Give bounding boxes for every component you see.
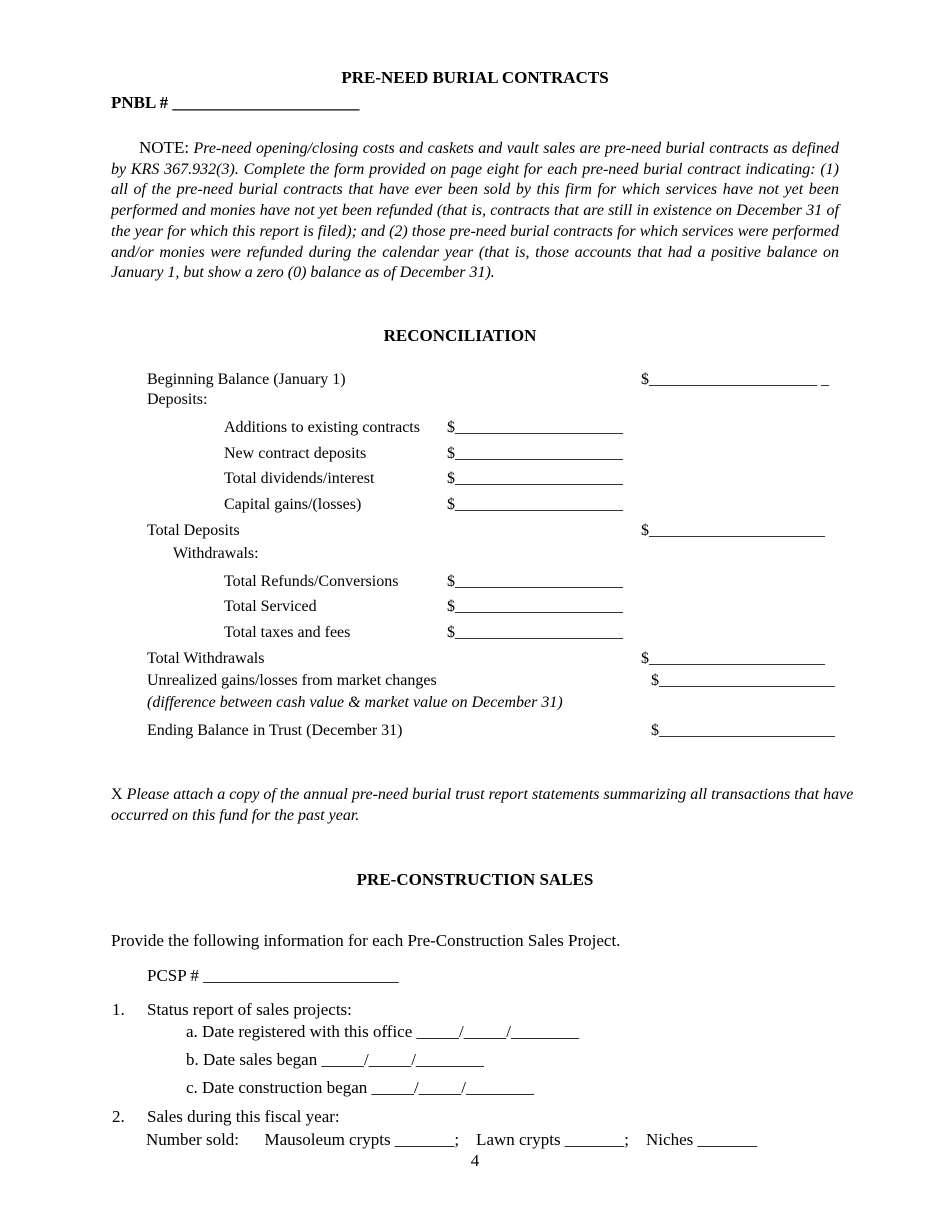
deposit-item-field[interactable]: $_____________________ (447, 419, 623, 436)
date-construction-began-field[interactable]: c. Date construction began _____/_____/________ (186, 1078, 534, 1097)
withdrawal-item-label: Total taxes and fees (224, 624, 351, 641)
deposit-item-field[interactable]: $_____________________ (447, 445, 623, 462)
withdrawal-item-field[interactable]: $_____________________ (447, 624, 623, 641)
item-number: 1. (112, 1000, 125, 1019)
pcsp-number-field[interactable]: PCSP # _______________________ (147, 966, 399, 985)
beginning-balance-field[interactable]: $_____________________ _ (641, 371, 829, 388)
total-withdrawals-field[interactable]: $______________________ (641, 650, 825, 667)
deposit-item-label: New contract deposits (224, 445, 367, 462)
deposit-item-field[interactable]: $_____________________ (447, 470, 623, 487)
beginning-balance-label: Beginning Balance (January 1) (147, 371, 346, 388)
note-text: Pre-need opening/closing costs and caskets and vault sales are pre-need burial contracts as defined by KRS 367.932(3). Complete the form provided on page eight for each pre-need burial contract indicating: (1) all of the pre-need burial contracts that have ever been sold by this firm for which services have not yet been performed and monies have not yet been refunded (that is, contracts that are still in existence on December 31 of the year for which this report is filed); and (2) those pre-need burial contracts for which services were performed and/or monies were refunded during the calendar year (that is, those accounts that had a positive balance on January 1, but show a zero (0) balance as of December 31). (111, 140, 839, 282)
withdrawal-item-field[interactable]: $_____________________ (447, 598, 623, 615)
total-withdrawals-label: Total Withdrawals (147, 650, 265, 667)
total-deposits-field[interactable]: $______________________ (641, 522, 825, 539)
number-sold-line[interactable]: Number sold: Mausoleum crypts _______; Lawn crypts _______; Niches _______ (146, 1130, 757, 1149)
unrealized-gains-label: Unrealized gains/losses from market changes (147, 672, 437, 689)
note-label: NOTE: (139, 138, 190, 157)
ending-balance-label: Ending Balance in Trust (December 31) (147, 722, 403, 739)
item-number: 2. (112, 1107, 125, 1126)
sales-this-year-label: Sales during this fiscal year: (147, 1107, 340, 1126)
note-paragraph (111, 138, 839, 284)
unrealized-gains-note: (difference between cash value & market value on December 31) (147, 694, 563, 711)
total-deposits-label: Total Deposits (147, 522, 240, 539)
withdrawal-item-label: Total Refunds/Conversions (224, 573, 399, 590)
deposit-item-field[interactable]: $_____________________ (447, 496, 623, 513)
page-title: PRE-NEED BURIAL CONTRACTS (341, 68, 609, 87)
attach-note (111, 784, 856, 826)
reconciliation-heading: RECONCILIATION (383, 326, 537, 345)
attach-mark: X (111, 786, 123, 803)
deposit-item-label: Capital gains/(losses) (224, 496, 362, 513)
deposits-label: Deposits: (147, 391, 208, 408)
withdrawal-item-label: Total Serviced (224, 598, 317, 615)
preconstruction-intro: Provide the following information for each Pre-Construction Sales Project. (111, 931, 621, 950)
page-number: 4 (470, 1151, 480, 1170)
ending-balance-field[interactable]: $______________________ (651, 722, 835, 739)
date-registered-field[interactable]: a. Date registered with this office _____/_____/________ (186, 1022, 579, 1041)
attach-note-text: Please attach a copy of the annual pre-need burial trust report statements summarizing all transactions that have occurred on this fund for the past year. (111, 786, 854, 824)
unrealized-gains-field[interactable]: $______________________ (651, 672, 835, 689)
preconstruction-heading: PRE-CONSTRUCTION SALES (356, 870, 594, 889)
date-sales-began-field[interactable]: b. Date sales began _____/_____/________ (186, 1050, 484, 1069)
pnbl-number-field[interactable]: PNBL # ______________________ (111, 93, 360, 112)
status-report-label: Status report of sales projects: (147, 1000, 352, 1019)
withdrawals-label: Withdrawals: (173, 545, 259, 562)
deposit-item-label: Additions to existing contracts (224, 419, 420, 436)
deposit-item-label: Total dividends/interest (224, 470, 375, 487)
withdrawal-item-field[interactable]: $_____________________ (447, 573, 623, 590)
